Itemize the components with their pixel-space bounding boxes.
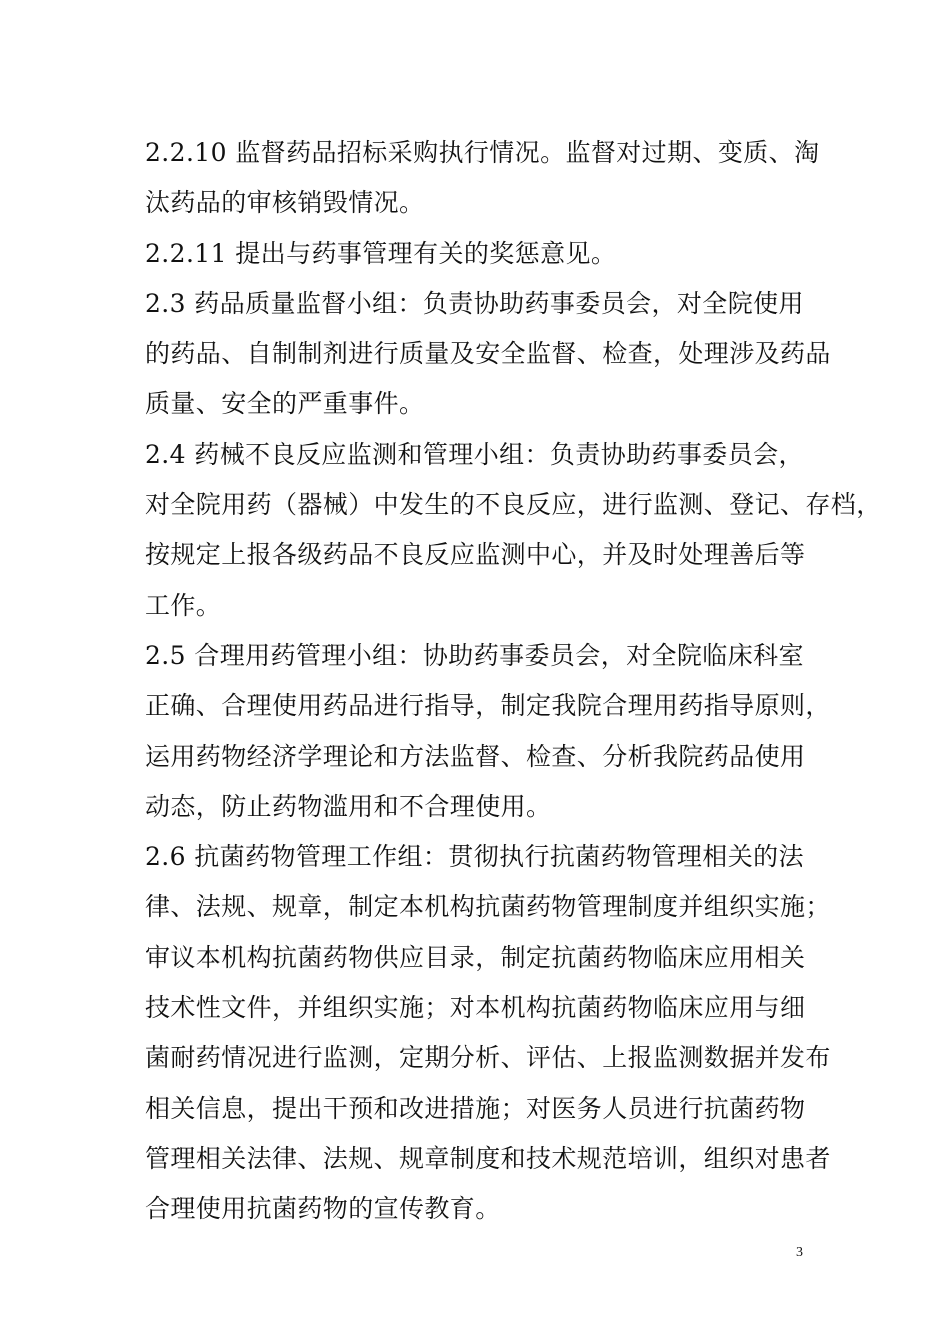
text-line: 2.6 抗菌药物管理工作组：贯彻执行抗菌药物管理相关的法 xyxy=(145,842,804,872)
text-line: 按规定上报各级药品不良反应监测中心，并及时处理善后等 xyxy=(145,540,806,570)
text-line: 对全院用药（器械）中发生的不良反应，进行监测、登记、存档， xyxy=(145,490,882,520)
text-line: 汰药品的审核销毁情况。 xyxy=(145,188,425,218)
text-line: 2.3 药品质量监督小组：负责协助药事委员会，对全院使用 xyxy=(145,288,804,318)
text-line: 2.4 药械不良反应监测和管理小组：负责协助药事委员会， xyxy=(145,439,804,469)
text-line: 工作。 xyxy=(145,590,222,620)
text-line: 2.5 合理用药管理小组：协助药事委员会，对全院临床科室 xyxy=(145,640,804,670)
text-line: 正确、合理使用药品进行指导，制定我院合理用药指导原则， xyxy=(145,691,831,721)
text-line: 相关信息，提出干预和改进措施；对医务人员进行抗菌药物 xyxy=(145,1093,806,1123)
text-line: 律、法规、规章，制定本机构抗菌药物管理制度并组织实施； xyxy=(145,892,831,922)
text-line: 管理相关法律、法规、规章制度和技术规范培训，组织对患者 xyxy=(145,1143,831,1173)
text-line: 2.2.10 监督药品招标采购执行情况。监督对过期、变质、淘 xyxy=(145,138,820,167)
text-line: 动态，防止药物滥用和不合理使用。 xyxy=(145,791,552,821)
text-line: 菌耐药情况进行监测，定期分析、评估、上报监测数据并发布 xyxy=(145,1043,831,1073)
text-line: 审议本机构抗菌药物供应目录，制定抗菌药物临床应用相关 xyxy=(145,942,806,972)
page-number: 3 xyxy=(796,1245,803,1260)
text-line: 运用药物经济学理论和方法监督、检查、分析我院药品使用 xyxy=(145,741,806,771)
document-body xyxy=(145,128,882,1235)
text-line: 合理使用抗菌药物的宣传教育。 xyxy=(145,1194,501,1224)
text-line: 质量、安全的严重事件。 xyxy=(145,389,425,419)
text-line: 2.2.11 提出与药事管理有关的奖惩意见。 xyxy=(145,238,617,268)
text-line: 技术性文件，并组织实施；对本机构抗菌药物临床应用与细 xyxy=(145,993,806,1023)
text-line: 的药品、自制制剂进行质量及安全监督、检查，处理涉及药品 xyxy=(145,339,831,369)
